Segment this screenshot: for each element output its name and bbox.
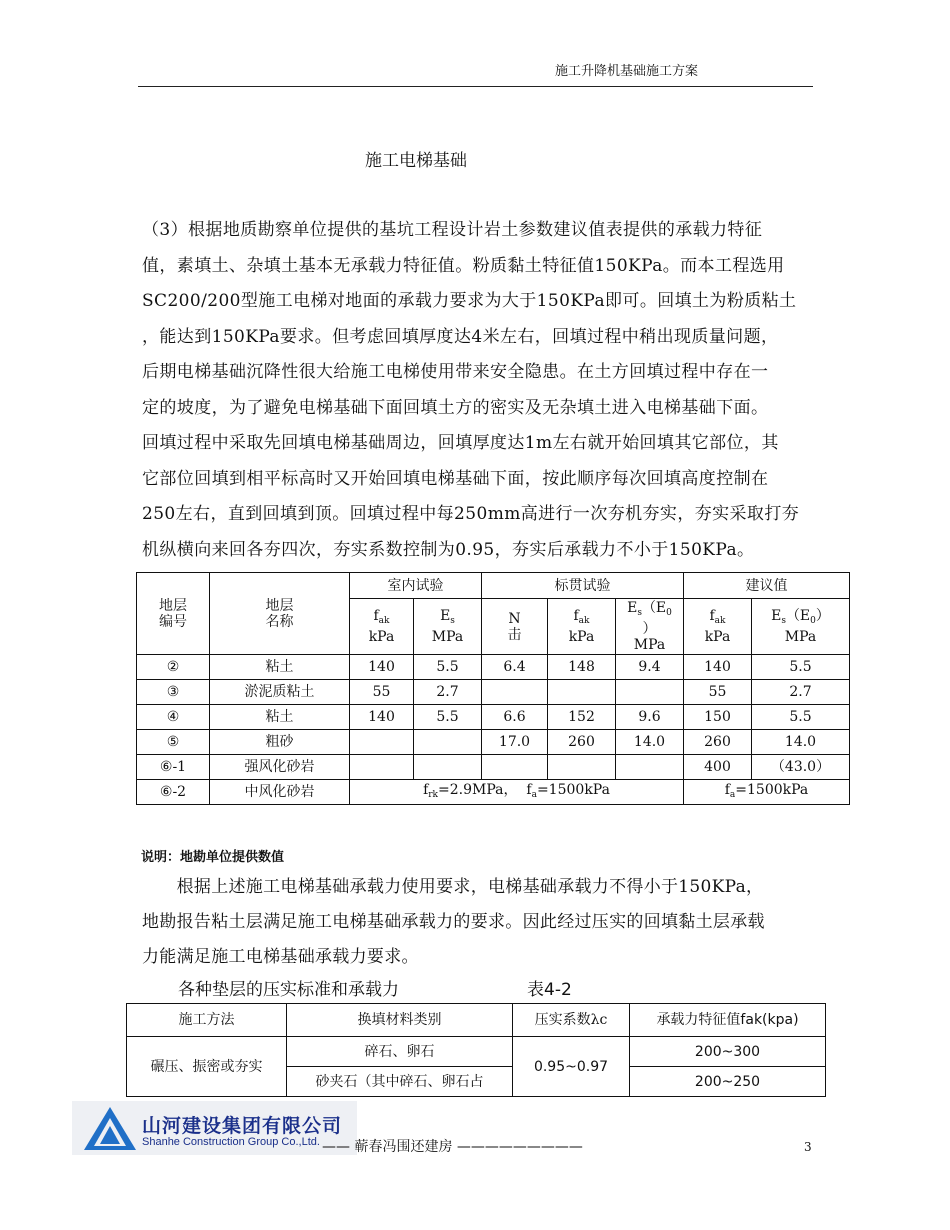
- header-doc-title: 施工升降机基础施工方案: [555, 64, 699, 79]
- paragraph-1: [142, 213, 817, 568]
- cell: 5.5: [414, 705, 482, 730]
- header-material: 换填材料类别: [287, 1004, 513, 1037]
- cell-capacity: 200~250: [630, 1067, 826, 1097]
- cell: [482, 755, 548, 780]
- header-layer-name: 地层名称: [210, 573, 350, 655]
- cell: [414, 730, 482, 755]
- table-note: 说明：地勘单位提供数值: [141, 850, 285, 865]
- header-rule: [138, 86, 813, 87]
- cell-layer-name: 强风化砂岩: [210, 755, 350, 780]
- cell-layer-no: ②: [137, 655, 210, 680]
- cell: [616, 680, 684, 705]
- table2-caption: 各种垫层的压实标准和承载力: [178, 980, 399, 1000]
- header-rec-es: $E_s(E_0)$ MPa: [752, 599, 850, 655]
- header-capacity: 承载力特征值fak(kpa): [630, 1004, 826, 1037]
- cell: 5.5: [752, 655, 850, 680]
- cell-layer-no: ④: [137, 705, 210, 730]
- header-spt-fak: $f_{ak}$ kPa: [548, 599, 616, 655]
- cell-layer-no: ⑥-1: [137, 755, 210, 780]
- header-recommended: 建议值: [684, 573, 850, 599]
- cell: 152: [548, 705, 616, 730]
- paragraph-line: 回填过程中采取先回填电梯基础周边，回填厚度达1m左右就开始回填其它部位，其: [142, 433, 779, 453]
- table-row: [137, 755, 850, 780]
- paragraph-line: 250左右，直到回填到顶。回填过程中每250mm高进行一次夯机夯实，夯实采取打夯: [142, 504, 800, 524]
- cell: 55: [350, 680, 414, 705]
- company-logo-icon: [82, 1104, 138, 1152]
- cell: 2.7: [414, 680, 482, 705]
- cell: 148: [548, 655, 616, 680]
- paragraph-line: SC200/200型施工电梯对地面的承载力要求为大于150KPa即可。回填土为粉质粘土: [142, 291, 797, 311]
- header-rec-fak: $f_{ak}$ kPa: [684, 599, 752, 655]
- table-row: [137, 655, 850, 680]
- cell: 260: [684, 730, 752, 755]
- paragraph-line: 地勘报告粘土层满足施工电梯基础承载力的要求。因此经过压实的回填黏土层承载: [142, 912, 765, 932]
- cell-merged-rock-values: $f_{rk}=2.9MPa$， $f_a=1500kPa$: [350, 780, 684, 805]
- page-number: 3: [804, 1140, 812, 1154]
- cell: 2.7: [752, 680, 850, 705]
- cell: 9.6: [616, 705, 684, 730]
- table-row: [137, 705, 850, 730]
- cell-compaction: 0.95~0.97: [513, 1037, 630, 1097]
- footer-project-name: 蕲春冯围还建房: [354, 1139, 453, 1155]
- cell-layer-name: 淤泥质粘土: [210, 680, 350, 705]
- header-compaction: 压实系数λc: [513, 1004, 630, 1037]
- header-method: 施工方法: [127, 1004, 287, 1037]
- footer-dashes-right: —————————: [456, 1139, 583, 1155]
- cell-layer-name: 粘土: [210, 655, 350, 680]
- logo-company-name-cn: 山河建设集团有限公司: [142, 1115, 343, 1137]
- cell: 5.5: [414, 655, 482, 680]
- cell: 9.4: [616, 655, 684, 680]
- cell: [350, 730, 414, 755]
- cell: 140: [350, 705, 414, 730]
- table-row: [137, 680, 850, 705]
- cell-capacity: 200~300: [630, 1037, 826, 1067]
- cell-material: 砂夹石（其中碎石、卵石占: [287, 1067, 513, 1097]
- cell-layer-no: ⑥-2: [137, 780, 210, 805]
- paragraph-line: 它部位回填到相平标高时又开始回填电梯基础下面，按此顺序每次回填高度控制在: [142, 468, 769, 489]
- paragraph-line: 机纵横向来回各夯四次，夯实系数控制为0.95，夯实后承载力不小于150KPa。: [142, 539, 755, 560]
- cell-layer-no: ③: [137, 680, 210, 705]
- cell-layer-no: ⑤: [137, 730, 210, 755]
- header-lab-fak: $f_{ak}$ kPa: [350, 599, 414, 655]
- footer-dashes-left: ——: [322, 1139, 350, 1155]
- cell: 6.4: [482, 655, 548, 680]
- header-lab-es: $E_s$ MPa: [414, 599, 482, 655]
- cell-material: 碎石、卵石: [287, 1037, 513, 1067]
- header-lab-test: 室内试验: [350, 573, 482, 599]
- paragraph-line: 后期电梯基础沉降性很大给施工电梯使用带来安全隐患。在土方回填过程中存在一: [142, 362, 769, 382]
- paragraph-line: 定的坡度，为了避免电梯基础下面回填土方的密实及无杂填土进入电梯基础下面。: [142, 397, 769, 418]
- cell: 140: [684, 655, 752, 680]
- paragraph-line: （3）根据地质勘察单位提供的基坑工程设计岩土参数建议值表提供的承载力特征: [142, 220, 763, 240]
- section-title: 施工电梯基础: [365, 151, 467, 171]
- cell: 14.0: [616, 730, 684, 755]
- cell: 14.0: [752, 730, 850, 755]
- cell: [616, 755, 684, 780]
- header-layer-no: 地层编号: [137, 573, 210, 655]
- cell: [482, 680, 548, 705]
- soil-parameter-table: [136, 572, 850, 805]
- header-spt-es: $E_s(E_0$ ） MPa: [616, 599, 684, 655]
- cell-layer-name: 粗砂: [210, 730, 350, 755]
- cell: 140: [350, 655, 414, 680]
- cell: [350, 755, 414, 780]
- logo-company-name-en: Shanhe Construction Group Co.,Ltd.: [142, 1136, 320, 1148]
- paragraph-2: [142, 870, 817, 975]
- cell: 150: [684, 705, 752, 730]
- header-spt-n: N 击: [482, 599, 548, 655]
- cell: [548, 680, 616, 705]
- cell: 6.6: [482, 705, 548, 730]
- cell: 400: [684, 755, 752, 780]
- cell: 5.5: [752, 705, 850, 730]
- table2-number: 表4-2: [527, 980, 572, 1000]
- paragraph-line: ，能达到150KPa要求。但考虑回填厚度达4米左右，回填过程中稍出现质量问题，: [142, 326, 779, 347]
- paragraph-line: 力能满足施工电梯基础承载力要求。: [142, 947, 419, 967]
- cell-layer-name: 中风化砂岩: [210, 780, 350, 805]
- cell: [414, 755, 482, 780]
- table-row: [137, 730, 850, 755]
- footer-project: [322, 1136, 583, 1156]
- header-spt-test: 标贯试验: [482, 573, 684, 599]
- cell: 17.0: [482, 730, 548, 755]
- table-row: [137, 780, 850, 805]
- paragraph-line: 根据上述施工电梯基础承载力使用要求，电梯基础承载力不得小于150KPa，: [142, 877, 764, 897]
- cell: 55: [684, 680, 752, 705]
- paragraph-line: 值，素填土、杂填土基本无承载力特征值。粉质黏土特征值150KPa。而本工程选用: [142, 255, 785, 276]
- compaction-standard-table: [126, 1003, 826, 1097]
- cell-layer-name: 粘土: [210, 705, 350, 730]
- cell: 260: [548, 730, 616, 755]
- cell: （43.0）: [752, 755, 850, 780]
- cell-method: 碾压、振密或夯实: [127, 1037, 287, 1097]
- cell: [548, 755, 616, 780]
- cell-merged-recommended: $f_a=1500kPa$: [684, 780, 850, 805]
